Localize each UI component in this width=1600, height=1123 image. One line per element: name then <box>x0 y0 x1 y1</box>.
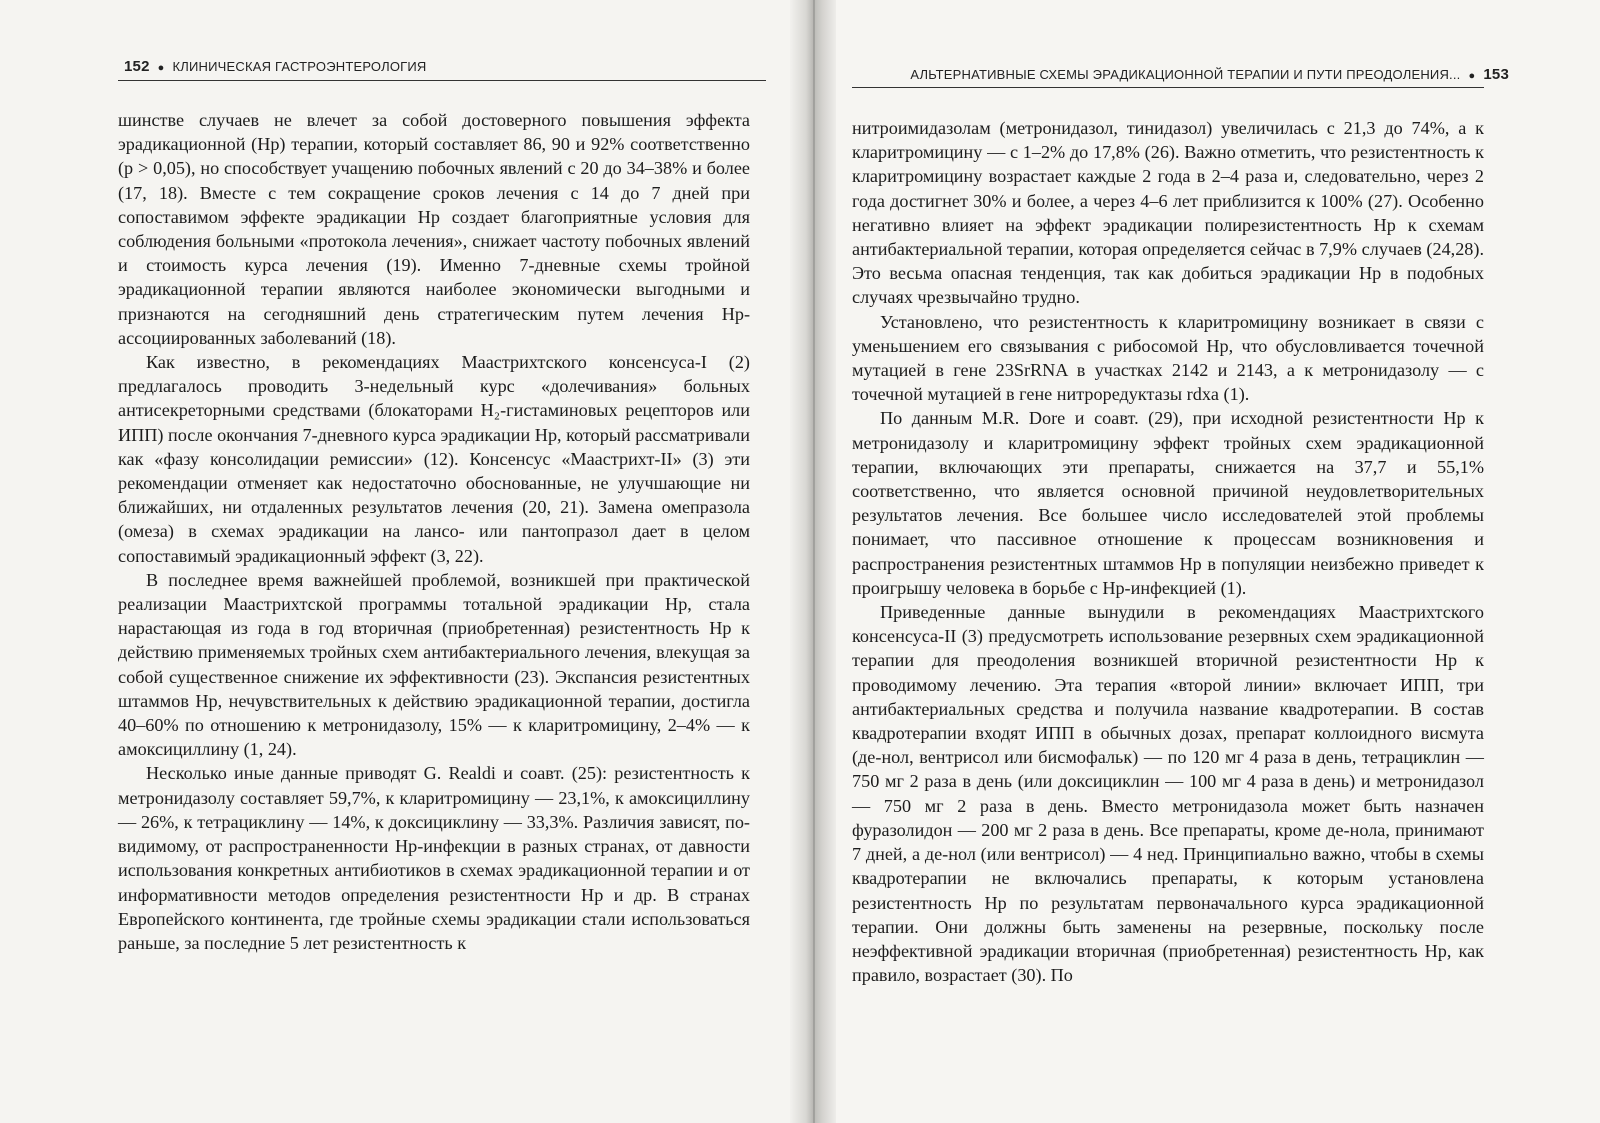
right-page-number: 153 <box>1483 66 1509 83</box>
paragraph: нитроимидазолам (метронидазол, тинидазол) увеличилась с 21,3 до 74%, а к кларитромицину — с 1–2% до 17,8% (26). Важно отметить, что резистентность к кларитромицину возрастает каждые 2 года в 2–4 раза и, следовательно, через 2 года достигнет 30% и более, а через 4–6 лет приблизится к 100% (27). Особенно негативно влияет на эффект эрадикации полирезистентность Hp к схемам антибактериальной терапии, которая определяется сейчас в 7,9% случаев (24,28). Это весьма опасная тенденция, так как добиться эрадикации Hp в подобных случаях чрезвычайно трудно. <box>852 118 1484 308</box>
left-body-text <box>118 108 750 955</box>
paragraph: По данным M.R. Dore и соавт. (29), при исходной резистентности Hp к метронидазолу и кларитромицину эффект тройных схем эрадикационной терапии, включающих эти препараты, снижается на 37,7 и 55,1% соответственно, что является основной причиной неудовлетворительных результатов лечения. Все большее число исследователей этой проблемы понимает, что пассивное отношение к процессам возникновения и распространения резистентных штаммов Hp в популяции неизбежно приведет к проигрышу человека в борьбе с Hp-инфекцией (1). <box>852 408 1484 598</box>
left-running-head <box>124 58 764 75</box>
paragraph: Приведенные данные вынудили в рекомендациях Маастрихтского консенсуса-II (3) предусмотреть использование резервных схем эрадикационной терапии для преодоления возникшей вторичной резистентности Hp к проводимому лечению. Эта терапия «второй линии» включает ИПП, три антибактериальных средства и получила название квадротерапии. В состав квадротерапии входят ИПП в обычных дозах, препарат коллоидного висмута (де-нол, вентрисол или бисмофальк) — по 120 мг 4 раза в день, тетрациклин — 750 мг 2 раза в день (или доксициклин — 100 мг 4 раза в день) и метронидазол — 750 мг 2 раза в день. Вместо метронидазола может быть назначен фуразолидон — 200 мг 2 раза в день. Все препараты, кроме де-нола, принимают 7 дней, а де-нол (или вентрисол) — 4 нед. Принципиально важно, чтобы в схемы квадротерапии не включались препараты, к которым установлена резистентность Hp по результатам первоначального курса эрадикационной терапии. Они должны быть заменены на резервные, поскольку после неэффективной эрадикации вторичная (приобретенная) резистентность Hp, как правило, возрастает (30). По <box>852 602 1484 986</box>
right-header-rule <box>852 87 1484 88</box>
paragraph: Установлено, что резистентность к кларитромицину возникает в связи с уменьшением его связывания с рибосомой Hp, что обусловливается точечной мутацией в гене 23SrRNA в участках 2142 и 2143, а к метронидазолу — с точечной мутацией в гене нитроредуктазы rdxa (1). <box>852 311 1484 405</box>
bullet-separator: ● <box>157 62 165 74</box>
left-running-title: КЛИНИЧЕСКАЯ ГАСТРОЭНТЕРОЛОГИЯ <box>172 59 427 74</box>
paragraph: Как известно, в рекомендациях Маастрихтского консенсуса-I (2) предлагалось проводить 3-недельный курс «долечивания» больных антисекреторными средствами (блокаторами H₂-гистаминовых рецепторов или ИПП) после окончания 7-дневного курса эрадикации Hp, который рассматривали как «фазу консолидации ремиссии» (12). Консенсус «Маастрихт-II» (3) эти рекомендации отменяет как недостаточно обоснованные, не улучшающие ни ближайших, ни отдаленных результатов лечения (20, 21). Замена омепразола (омеза) в схемах эрадикации на лансо- или пантопразол дает в целом сопоставимый эрадикационный эффект (3, 22). <box>118 352 750 566</box>
right-running-head <box>910 66 1509 83</box>
left-header-rule <box>118 80 766 81</box>
gutter-shadow-line <box>813 0 815 1123</box>
left-page-number: 152 <box>124 58 150 75</box>
paragraph: В последнее время важнейшей проблемой, возникшей при практической реализации Маастрихтской программы тотальной эрадикации Hp, стала нарастающая из года в год вторичная (приобретенная) резистентность Hp к действию применяемых тройных схем антибактериального лечения, влекущая за собой существенное снижение их эффективности (23). Экспансия резистентных штаммов Hp, нечувствительных к действию эрадикационной терапии, достигла 40–60% по отношению к метронидазолу, 15% — к кларитромицину, 2–4% — к амоксициллину (1, 24). <box>118 569 750 760</box>
bullet-separator: ● <box>1468 70 1476 82</box>
paragraph: шинстве случаев не влечет за собой достоверного повышения эффекта эрадикационной (Hp) терапии, который составляет 86, 90 и 92% соответственно (p > 0,05), но способствует учащению побочных явлений с 20 до 34–38% и более (17, 18). Вместе с тем сокращение сроков лечения с 14 до 7 дней при сопоставимом эффекте эрадикации Hp создает благоприятные условия для соблюдения больными «протокола лечения», снижает частоту побочных явлений и стоимость курса лечения (19). Именно 7-дневные схемы тройной эрадикационной терапии являются наиболее экономически выгодными и признаются на сегодняшний день стратегическим путем лечения Hp-ассоциированных заболеваний (18). <box>118 110 750 348</box>
right-running-title: АЛЬТЕРНАТИВНЫЕ СХЕМЫ ЭРАДИКАЦИОННОЙ ТЕРАПИИ И ПУТИ ПРЕОДОЛЕНИЯ... <box>910 67 1461 82</box>
right-body-text <box>852 116 1484 987</box>
paragraph: Несколько иные данные приводят G. Realdi и соавт. (25): резистентность к метронидазолу составляет 59,7%, к кларитромицину — 23,1%, к амоксициллину — 26%, к тетрациклину — 14%, к доксициклину — 33,3%. Различия зависят, по-видимому, от распространенности Hp-инфекции в разных странах, от давности использования конкретных антибиотиков в схемах эрадикационной терапии и от информативности методов определения резистентности Hp и др. В странах Европейского континента, где тройные схемы эрадикации стали использоваться раньше, за последние 5 лет резистентность к <box>118 763 750 953</box>
